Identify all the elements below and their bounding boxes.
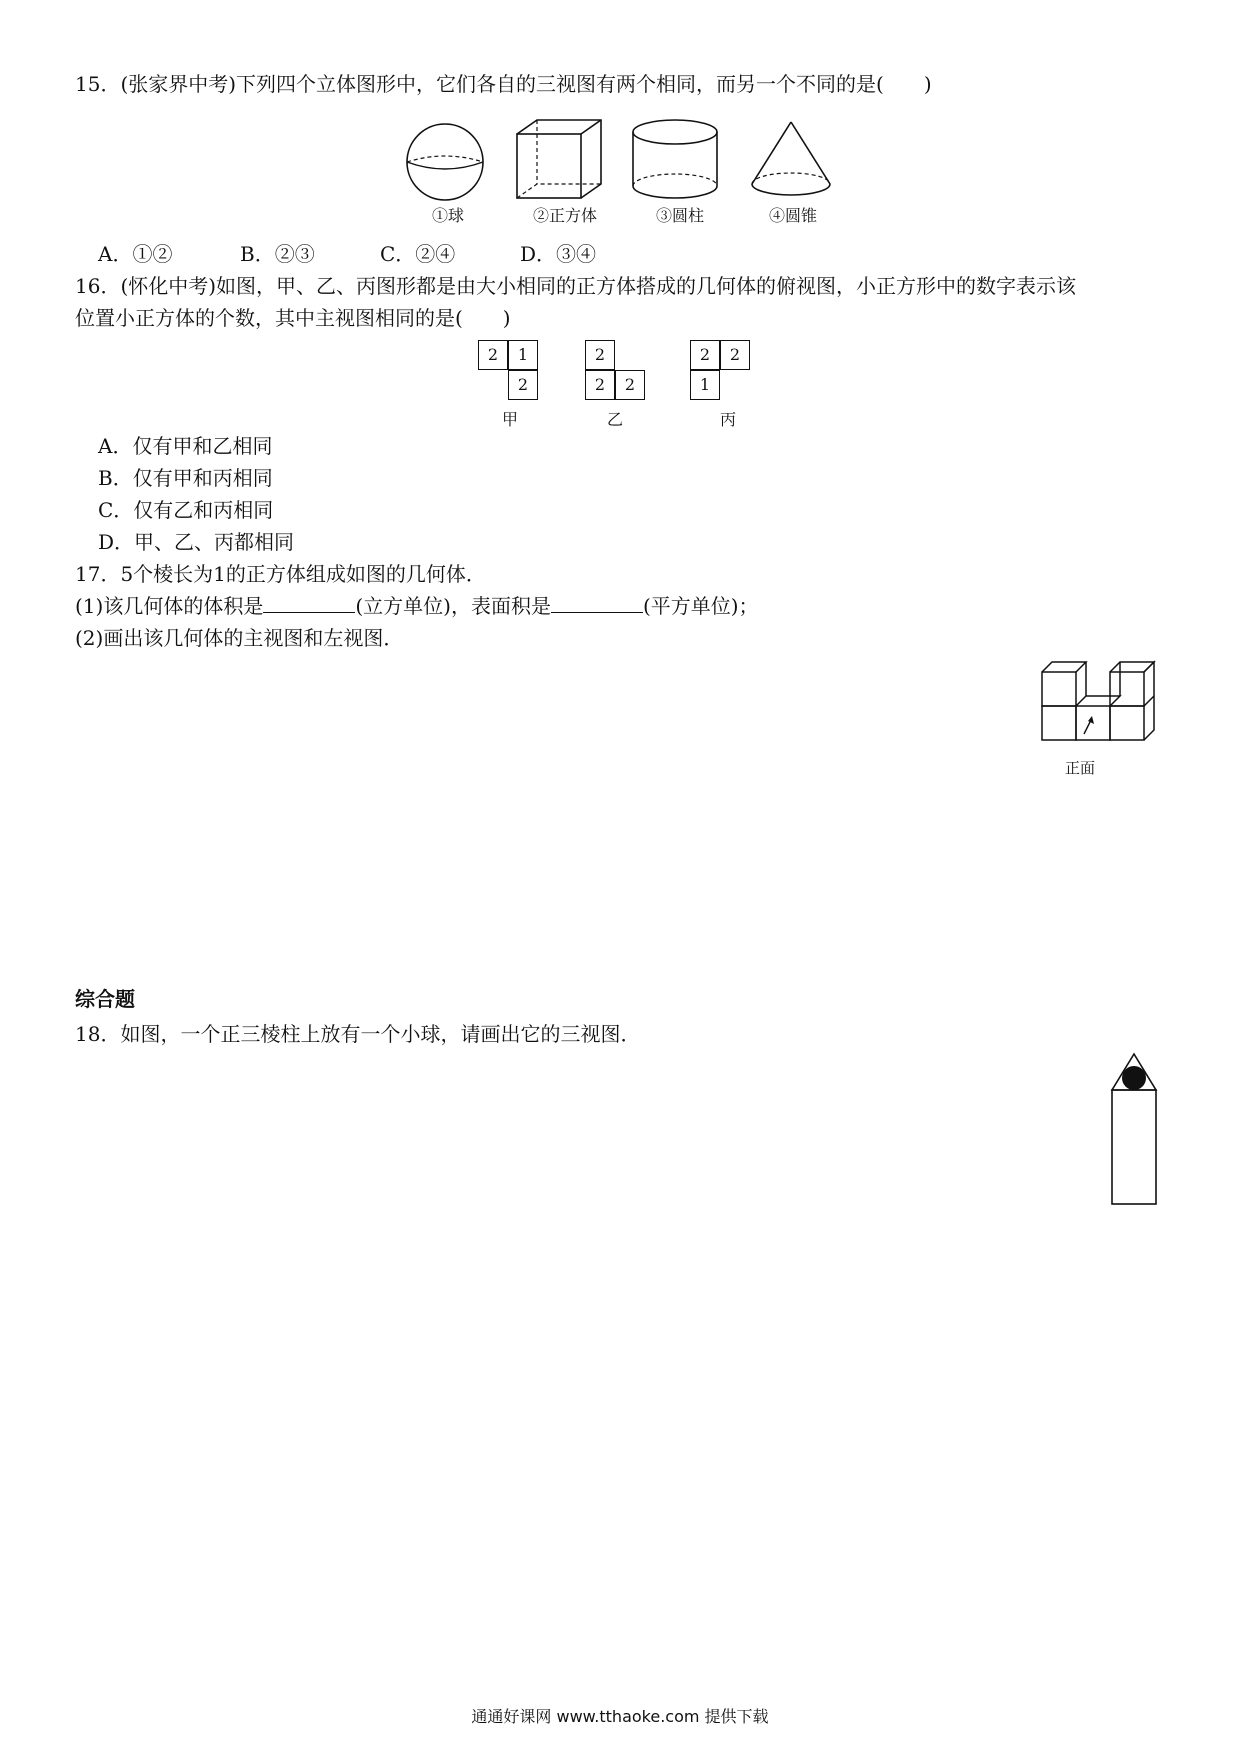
figure-bing [690, 340, 754, 404]
bing-cell: 2 [690, 340, 720, 370]
q17-part2: (2)画出该几何体的主视图和左视图． [75, 626, 404, 650]
yi-cell: 2 [585, 340, 615, 370]
q17-part1-a: (1)该几何体的体积是 [75, 594, 264, 618]
figure-yi [585, 340, 649, 404]
q17-part1-b: (立方单位)，表面积是 [355, 594, 551, 618]
caption-cube: ②正方体 [532, 206, 597, 225]
section-title: 综合题 [75, 987, 135, 1011]
surface-area-blank[interactable] [551, 592, 643, 613]
volume-blank[interactable] [263, 592, 355, 613]
q16-option-c: C．仅有乙和丙相同 [98, 498, 274, 522]
q16-option-a: A．仅有甲和乙相同 [98, 434, 273, 458]
q15-option-b: B．②③ [240, 242, 315, 266]
cube-assembly-figure [1040, 660, 1166, 760]
figure-jia [478, 340, 542, 404]
jia-cell: 2 [478, 340, 508, 370]
cylinder-figure [630, 118, 730, 204]
front-label: 正面 [1064, 759, 1095, 777]
cone-figure [748, 118, 848, 204]
jia-cell: 2 [508, 370, 538, 400]
q16-option-d: D．甲、乙、丙都相同 [98, 530, 295, 554]
q15-option-d: D．③④ [520, 242, 597, 266]
bing-cell: 1 [690, 370, 720, 400]
cube-figure [515, 118, 615, 202]
caption-sphere: ①球 [431, 206, 464, 225]
q15-stem: 15．(张家界中考)下列四个立体图形中，它们各自的三视图有两个相同，而另一个不同的是( ) [75, 72, 932, 96]
jia-cell: 1 [508, 340, 538, 370]
caption-cylinder: ③圆柱 [655, 206, 704, 225]
sphere-figure [400, 120, 500, 200]
bing-cell: 2 [720, 340, 750, 370]
q15-option-a: A．①② [98, 242, 173, 266]
q18-stem: 18．如图，一个正三棱柱上放有一个小球，请画出它的三视图． [75, 1022, 641, 1046]
q16-stem-line1: 16．(怀化中考)如图，甲、乙、丙图形都是由大小相同的正方体搭成的几何体的俯视图，小正方形中的数字表示该 [75, 274, 1077, 298]
q15-option-c: C．②④ [380, 242, 456, 266]
q17-part1 [75, 592, 759, 620]
prism-ball-figure [1110, 1050, 1170, 1210]
q17-stem: 17．5个棱长为1的正方体组成如图的几何体． [75, 562, 486, 586]
yi-cell: 2 [585, 370, 615, 400]
q17-part1-c: (平方单位)； [642, 594, 759, 618]
label-bing: 丙 [719, 410, 736, 429]
label-yi: 乙 [606, 410, 623, 429]
footer: 通通好课网 www.tthaoke.com 提供下载 [471, 1707, 769, 1726]
q16-stem-line2: 位置小正方体的个数，其中主视图相同的是( ) [75, 306, 511, 330]
caption-cone: ④圆锥 [768, 206, 817, 225]
q16-option-b: B．仅有甲和丙相同 [98, 466, 273, 490]
label-jia: 甲 [501, 410, 518, 429]
yi-cell: 2 [615, 370, 645, 400]
